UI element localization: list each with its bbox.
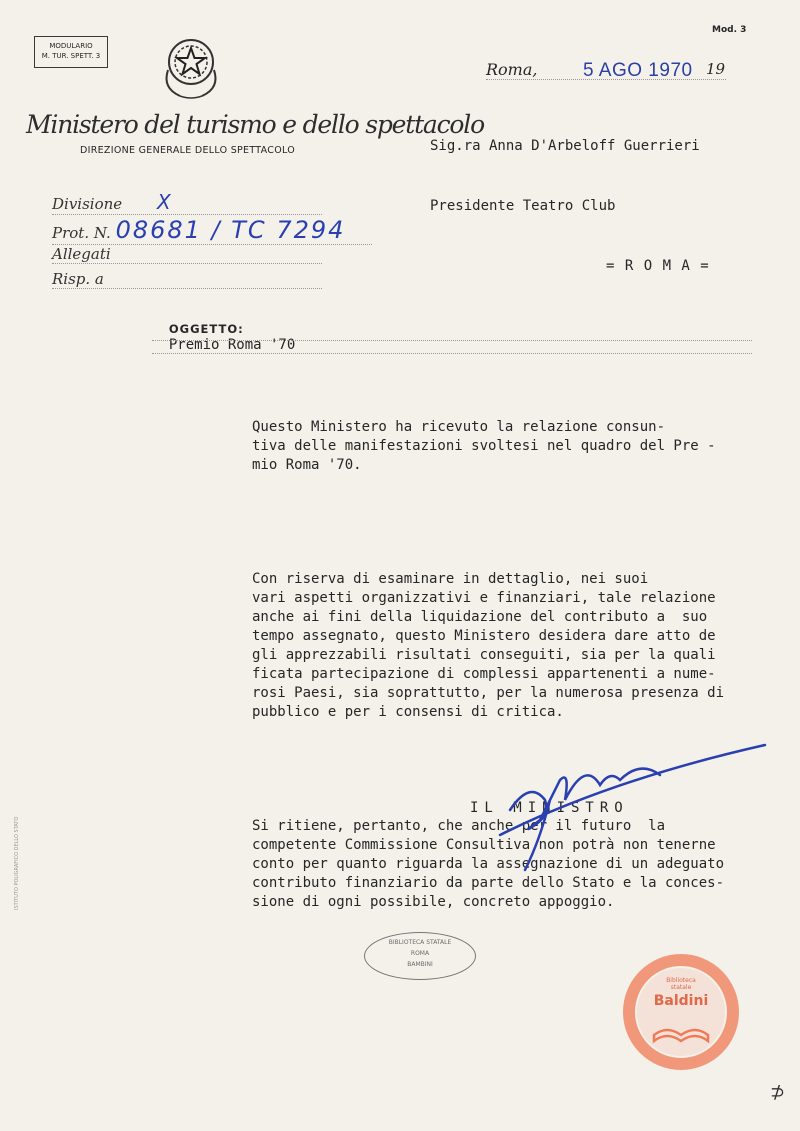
date-stamp: 5 AGO 1970 bbox=[583, 60, 693, 81]
risp-label: Risp. a bbox=[52, 270, 104, 288]
handwritten-signature bbox=[490, 740, 770, 880]
allegati-label: Allegati bbox=[52, 245, 111, 263]
divisione-label: Divisione bbox=[52, 195, 123, 213]
logo-line-2: statale bbox=[670, 984, 692, 991]
divisione-value: X bbox=[156, 190, 171, 214]
subject-text: Premio Roma '70 bbox=[168, 337, 296, 353]
italian-emblem-icon bbox=[160, 30, 222, 102]
side-print: ISTITUTO POLIGRAFICO DELLO STATO bbox=[14, 816, 20, 910]
stamp-line-1: BIBLIOTECA STATALE bbox=[388, 939, 452, 946]
baldini-logo-icon bbox=[622, 953, 740, 1071]
direzione-generale: DIREZIONE GENERALE DELLO SPETTACOLO bbox=[80, 145, 296, 156]
library-stamp bbox=[364, 932, 476, 980]
subject-line bbox=[152, 305, 752, 354]
modulario-line-1: MODULARIO bbox=[49, 42, 93, 50]
risp-row bbox=[52, 270, 322, 289]
addressee-line-1: Sig.ra Anna D'Arbeloff Guerrieri bbox=[430, 138, 700, 154]
ministry-name: Ministero del turismo e dello spettacolo bbox=[26, 110, 484, 139]
stamp-line-3: BAMBINI bbox=[407, 961, 433, 968]
addressee-line-3: = R O M A = bbox=[606, 258, 710, 274]
stamp-line-2: ROMA bbox=[410, 950, 430, 957]
logo-line-3: Baldini bbox=[653, 993, 709, 1009]
mod-label: Mod. 3 bbox=[712, 25, 747, 35]
prot-value: 08681 / TC 7294 bbox=[115, 216, 346, 244]
logo-text bbox=[622, 977, 740, 1009]
subject-underline bbox=[152, 340, 752, 341]
prot-label: Prot. N. bbox=[52, 224, 111, 242]
modulario-box bbox=[34, 36, 108, 68]
paragraph-1: Questo Ministero ha ricevuto la relazione consun- tiva delle manifestazioni svoltesi nel quadro del Pre - mio Roma '70. bbox=[252, 419, 716, 473]
corner-mark-icon: ⊅ bbox=[770, 1082, 786, 1103]
divisione-row bbox=[52, 190, 322, 215]
baldini-logo bbox=[622, 953, 740, 1071]
allegati-row bbox=[52, 245, 322, 264]
paragraph-3: Si ritiene, pertanto, che anche per il futuro la competente Commissione Consultiva non potrà non tenerne conto per quanto riguarda la assegnazione di un adeguato contributo finanziario da parte dello Stato e la conces- sione di ogni possibile, concreto appoggio. bbox=[252, 818, 725, 910]
date-year-prefix: 19 bbox=[706, 60, 726, 78]
paragraph-2: Con riserva di esaminare in dettaglio, nei suoi vari aspetti organizzativi e finanziari, tale relazione anche ai fini della liquidazione del contributo a suo tempo assegnato, questo Ministero desidera dare atto de gli apprezzabili risultati conseguiti, sia per la quali ficata partecipazione di complessi appartenenti a nume- rosi Paesi, sia soprattutto, per la numerosa presenza di pubblico e per i consensi di critica. bbox=[252, 571, 725, 720]
logo-line-1: Biblioteca bbox=[666, 977, 696, 984]
signature-label: IL MINISTRO bbox=[470, 800, 629, 816]
addressee-block bbox=[430, 96, 710, 296]
subject-label: OGGETTO: bbox=[168, 322, 244, 336]
addressee-line-2: Presidente Teatro Club bbox=[430, 198, 616, 214]
prot-row bbox=[52, 216, 372, 245]
date-place: Roma, bbox=[486, 60, 538, 79]
modulario-line-2: M. TUR. SPETT. 3 bbox=[41, 52, 101, 60]
